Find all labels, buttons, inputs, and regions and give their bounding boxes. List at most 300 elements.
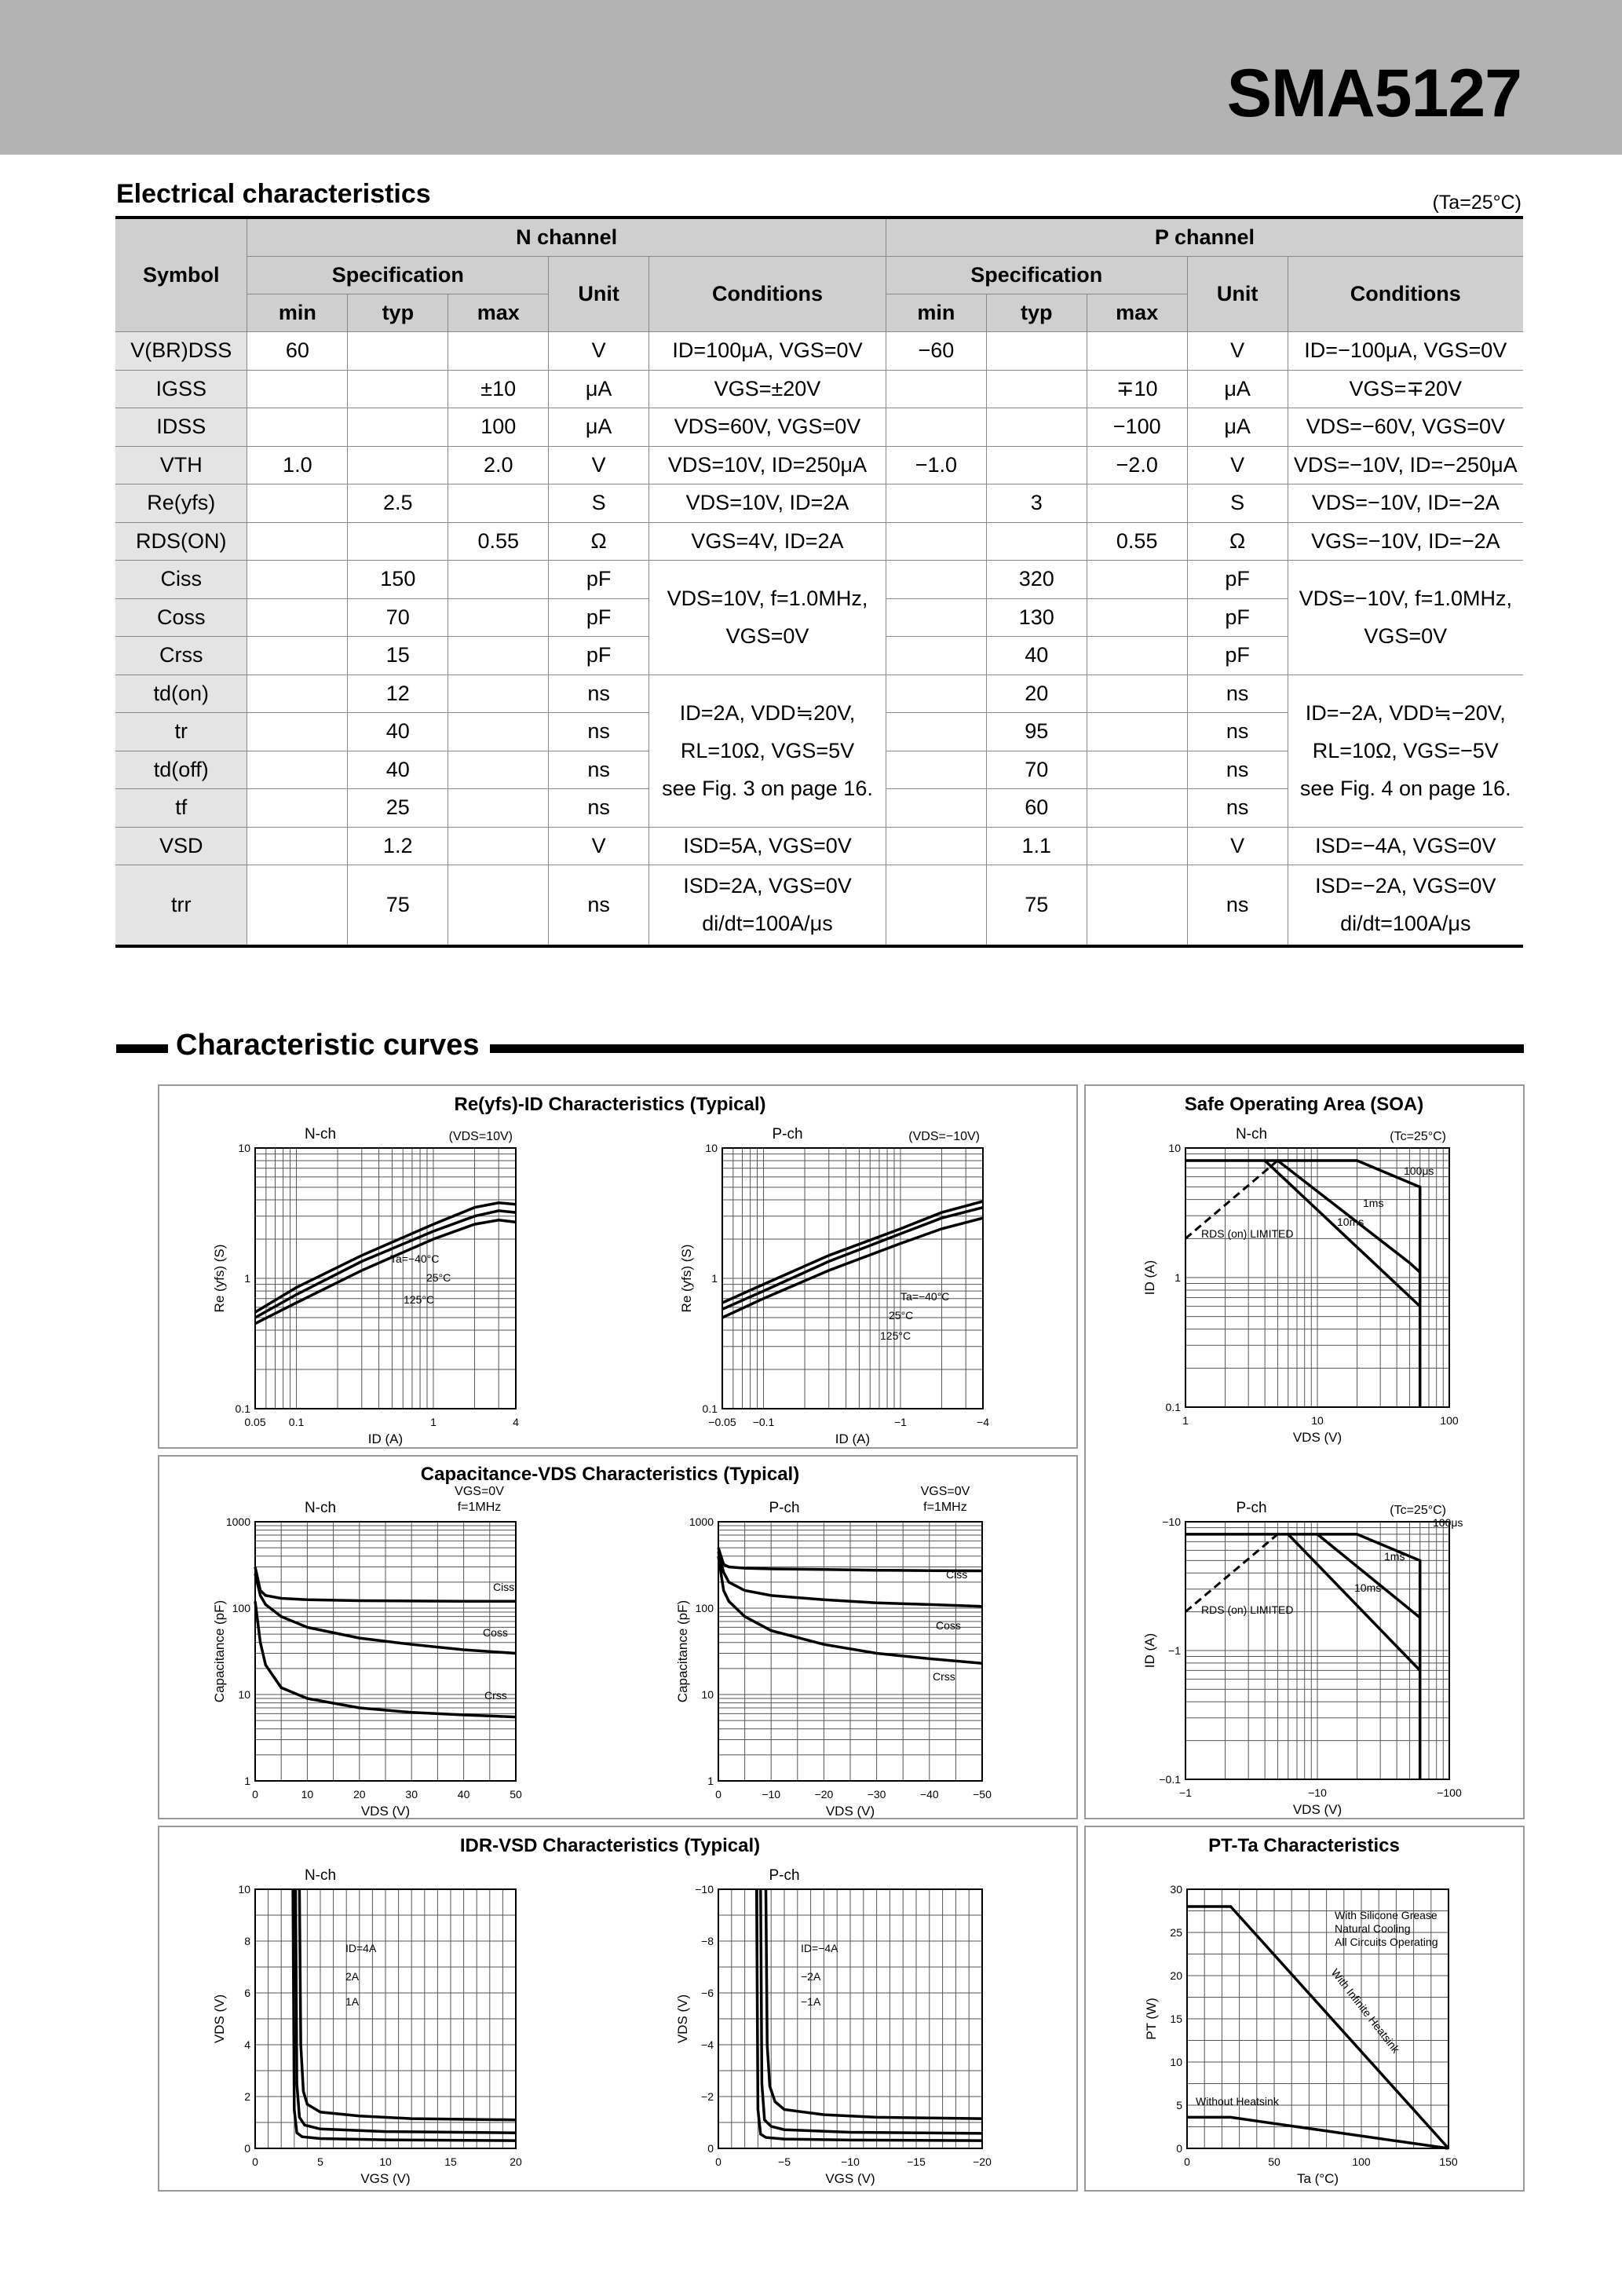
x-axis-label: VDS (V) xyxy=(360,1804,411,1819)
cell-p-typ: 3 xyxy=(986,484,1087,523)
cell-p-typ: 40 xyxy=(986,637,1087,675)
series-line xyxy=(718,1556,982,1663)
panel-soa xyxy=(1085,1085,1524,1819)
x-tick-label: 5 xyxy=(317,2155,323,2168)
hdr-p-unit: Unit xyxy=(1187,257,1288,332)
cell-n-max xyxy=(448,637,549,675)
panel-re-title: Re(yfs)-ID Characteristics (Typical) xyxy=(454,1094,766,1115)
chart-condition: (Tc=25°C) xyxy=(1390,1504,1446,1517)
chart-subtitle: N-ch xyxy=(304,1126,337,1143)
cell-p-max xyxy=(1087,332,1187,371)
cell-n-unit: V xyxy=(549,332,649,371)
cell-n-min xyxy=(247,561,348,599)
y-axis-label: VDS (V) xyxy=(212,1994,227,2044)
cell-n-conditions: VDS=10V, ID=2A xyxy=(649,484,886,523)
x-tick-label: 0.05 xyxy=(244,1416,266,1428)
cell-n-conditions: VGS=4V, ID=2A xyxy=(649,522,886,561)
cell-p-unit: V xyxy=(1187,827,1288,865)
series-line xyxy=(1185,1534,1277,1612)
series-line xyxy=(766,1889,983,2119)
cond-line: ID=2A, VDD≒20V, xyxy=(679,701,856,725)
series-line xyxy=(255,1601,516,1717)
cell-n-typ: 40 xyxy=(348,713,448,751)
cell-n-max xyxy=(448,675,549,713)
cell-n-unit: pF xyxy=(549,637,649,675)
cell-n-max xyxy=(448,332,549,371)
hdr-p-typ: typ xyxy=(986,294,1087,332)
cell-symbol: Crss xyxy=(115,637,247,675)
series-line xyxy=(1187,2117,1448,2148)
cell-n-min: 60 xyxy=(247,332,348,371)
x-tick-label: −4 xyxy=(977,1416,989,1428)
cell-p-unit: pF xyxy=(1187,637,1288,675)
heading-bar-right xyxy=(490,1044,1524,1053)
cell-symbol: td(off) xyxy=(115,751,247,789)
table-row xyxy=(115,408,1523,447)
x-tick-label: 1 xyxy=(430,1416,437,1428)
cell-p-max xyxy=(1087,751,1187,789)
y-tick-label: 10 xyxy=(1168,1142,1181,1154)
y-tick-label: 5 xyxy=(1176,2099,1182,2111)
cell-n-min xyxy=(247,713,348,751)
cell-n-unit: ns xyxy=(549,675,649,713)
cell-n-unit: ns xyxy=(549,789,649,828)
cell-n-typ: 40 xyxy=(348,751,448,789)
plot-frame xyxy=(718,1889,982,2148)
cell-p-unit: pF xyxy=(1187,598,1288,637)
cell-symbol: td(on) xyxy=(115,675,247,713)
y-tick-label: 15 xyxy=(1170,2013,1182,2025)
series-label: Without Heatsink xyxy=(1196,2095,1279,2108)
plot-frame xyxy=(718,1522,982,1781)
chart-condition: (VDS=−10V) xyxy=(908,1130,980,1143)
series-label: 100μs xyxy=(1433,1516,1463,1529)
x-tick-label: 0 xyxy=(1184,2155,1190,2168)
cell-p-max xyxy=(1087,789,1187,828)
cell-p-min xyxy=(886,370,986,408)
cell-p-typ xyxy=(986,332,1087,371)
cell-p-conditions: ISD=−4A, VGS=0V xyxy=(1288,827,1523,865)
cell-n-unit: V xyxy=(549,827,649,865)
x-tick-label: 10 xyxy=(1311,1414,1324,1427)
hdr-n-cond: Conditions xyxy=(649,257,886,332)
y-tick-label: 10 xyxy=(238,1688,250,1701)
series-label: 125°C xyxy=(404,1293,435,1306)
x-axis-label: VDS (V) xyxy=(825,1804,875,1819)
series-label: Ta=−40°C xyxy=(901,1290,950,1303)
cell-n-conditions xyxy=(649,675,886,827)
plot-frame xyxy=(1185,1148,1449,1407)
x-tick-label: 20 xyxy=(353,1788,366,1801)
series-line xyxy=(718,1548,982,1570)
x-tick-label: 0 xyxy=(715,1788,721,1801)
chart-note: Natural Cooling xyxy=(1335,1922,1411,1935)
cell-n-unit: μA xyxy=(549,370,649,408)
series-line xyxy=(1185,1161,1277,1238)
x-tick-label: −20 xyxy=(814,1788,834,1801)
y-axis-label: ID (A) xyxy=(1142,1260,1157,1296)
cell-n-min xyxy=(247,789,348,828)
cell-symbol: VSD xyxy=(115,827,247,865)
cond-line: VDS=10V, f=1.0MHz, xyxy=(667,587,868,611)
cell-symbol: VTH xyxy=(115,446,247,484)
series-label: Crss xyxy=(484,1689,507,1702)
cell-p-unit: μA xyxy=(1187,370,1288,408)
cell-n-typ: 150 xyxy=(348,561,448,599)
chart-subtitle: N-ch xyxy=(1235,1126,1268,1143)
x-tick-label: 4 xyxy=(513,1416,519,1428)
cell-p-max: ∓10 xyxy=(1087,370,1187,408)
cell-n-conditions: VGS=±20V xyxy=(649,370,886,408)
cell-p-min xyxy=(886,865,986,946)
cell-symbol: Re(yfs) xyxy=(115,484,247,523)
chart-condition: f=1MHz xyxy=(457,1501,502,1514)
chart-note: With Silicone Grease xyxy=(1335,1909,1438,1921)
cell-symbol: RDS(ON) xyxy=(115,522,247,561)
x-tick-label: −50 xyxy=(973,1788,992,1801)
cell-p-typ xyxy=(986,408,1087,447)
plot-frame xyxy=(255,1889,516,2148)
y-tick-label: 0 xyxy=(707,2142,714,2155)
cell-n-unit: μA xyxy=(549,408,649,447)
series-label: ID=−4A xyxy=(801,1942,838,1954)
cell-p-max xyxy=(1087,484,1187,523)
cell-n-conditions: VDS=60V, VGS=0V xyxy=(649,408,886,447)
table-row xyxy=(115,332,1523,371)
cell-n-conditions: ISD=5A, VGS=0V xyxy=(649,827,886,865)
cell-p-conditions xyxy=(1288,675,1523,827)
x-tick-label: −100 xyxy=(1437,1786,1462,1799)
series-line xyxy=(293,1889,516,2141)
cond-line: see Fig. 3 on page 16. xyxy=(662,777,873,800)
series-label: Crss xyxy=(933,1670,955,1683)
cell-p-max: −100 xyxy=(1087,408,1187,447)
plot-frame xyxy=(255,1522,516,1781)
series-label: 1A xyxy=(345,1995,360,2008)
y-tick-label: 1 xyxy=(1174,1271,1181,1284)
cell-p-max xyxy=(1087,675,1187,713)
x-tick-label: −30 xyxy=(867,1788,886,1801)
hdr-p-channel: P channel xyxy=(886,218,1523,257)
table-row xyxy=(115,446,1523,484)
cell-p-unit: pF xyxy=(1187,561,1288,599)
y-tick-label: 10 xyxy=(238,1883,250,1896)
x-tick-label: −0.1 xyxy=(752,1416,775,1428)
x-tick-label: 10 xyxy=(379,2155,392,2168)
cell-n-max: 100 xyxy=(448,408,549,447)
cell-p-min xyxy=(886,713,986,751)
cell-n-max xyxy=(448,484,549,523)
cell-symbol: V(BR)DSS xyxy=(115,332,247,371)
cell-p-conditions: VDS=−10V, ID=−250μA xyxy=(1288,446,1523,484)
cell-n-max xyxy=(448,827,549,865)
cell-n-unit: S xyxy=(549,484,649,523)
cell-p-min: −1.0 xyxy=(886,446,986,484)
cell-p-max: −2.0 xyxy=(1087,446,1187,484)
series-label: RDS (on) LIMITED xyxy=(1201,1603,1294,1616)
chart-condition: VGS=0V xyxy=(920,1485,970,1498)
cond-line: VDS=−10V, f=1.0MHz, xyxy=(1299,587,1512,611)
cell-p-max xyxy=(1087,713,1187,751)
y-tick-label: 30 xyxy=(1170,1883,1182,1896)
series-label: −2A xyxy=(801,1970,821,1983)
series-line xyxy=(255,1574,516,1653)
cell-p-unit: μA xyxy=(1187,408,1288,447)
cell-p-unit: S xyxy=(1187,484,1288,523)
curves-heading xyxy=(116,1027,1524,1066)
hdr-n-spec: Specification xyxy=(247,257,549,294)
chart-subtitle: N-ch xyxy=(304,1500,337,1516)
series-label: 10ms xyxy=(1337,1216,1364,1228)
cell-n-unit: Ω xyxy=(549,522,649,561)
table-row xyxy=(115,522,1523,561)
electrical-table-body xyxy=(115,332,1523,946)
hdr-n-min: min xyxy=(247,294,348,332)
cell-p-min xyxy=(886,827,986,865)
y-tick-label: 0.1 xyxy=(1165,1401,1181,1413)
cell-p-unit: V xyxy=(1187,332,1288,371)
cell-p-conditions: ID=−100μA, VGS=0V xyxy=(1288,332,1523,371)
chart-condition: VGS=0V xyxy=(455,1485,504,1498)
plot-frame xyxy=(255,1148,516,1409)
cell-p-min xyxy=(886,408,986,447)
chart-condition: (Tc=25°C) xyxy=(1390,1130,1446,1143)
chart-subtitle: P-ch xyxy=(769,1867,800,1884)
x-tick-label: 0 xyxy=(252,2155,258,2168)
cell-p-conditions xyxy=(1288,865,1523,946)
panel-idr xyxy=(159,1826,1077,2191)
cell-n-typ xyxy=(348,332,448,371)
cell-n-min xyxy=(247,675,348,713)
cell-p-unit: Ω xyxy=(1187,522,1288,561)
hdr-p-spec: Specification xyxy=(886,257,1187,294)
cell-n-min xyxy=(247,408,348,447)
series-line xyxy=(718,1552,982,1607)
plot-frame xyxy=(1187,1889,1448,2148)
series-line xyxy=(1185,1534,1420,1779)
series-line xyxy=(296,1889,517,2133)
cell-n-conditions xyxy=(649,865,886,946)
cell-p-unit: ns xyxy=(1187,751,1288,789)
cell-p-typ: 75 xyxy=(986,865,1087,946)
cell-n-unit: pF xyxy=(549,561,649,599)
y-tick-label: 1 xyxy=(711,1272,718,1285)
cell-p-min xyxy=(886,675,986,713)
y-tick-label: −1 xyxy=(1168,1644,1181,1657)
panel-re xyxy=(159,1085,1077,1448)
x-tick-label: −1 xyxy=(893,1416,907,1428)
x-axis-label: VGS (V) xyxy=(360,2171,411,2186)
cell-p-max xyxy=(1087,865,1187,946)
x-tick-label: −10 xyxy=(1308,1786,1327,1799)
x-axis-label: VDS (V) xyxy=(1292,1430,1343,1445)
series-label: 1ms xyxy=(1384,1550,1405,1563)
cell-n-unit: ns xyxy=(549,713,649,751)
cond-line: di/dt=100A/μs xyxy=(1340,912,1471,936)
cell-p-typ: 60 xyxy=(986,789,1087,828)
cond-line: RL=10Ω, VGS=−5V xyxy=(1312,739,1499,762)
y-tick-label: 1000 xyxy=(225,1515,250,1528)
x-tick-label: 20 xyxy=(510,2155,522,2168)
electrical-table xyxy=(115,216,1523,948)
series-label: Ciss xyxy=(946,1568,968,1581)
cell-p-typ xyxy=(986,522,1087,561)
cond-line: see Fig. 4 on page 16. xyxy=(1299,777,1511,800)
x-tick-label: 0 xyxy=(715,2155,721,2168)
series-line xyxy=(1277,1161,1419,1272)
x-tick-label: −10 xyxy=(841,2155,860,2168)
cell-n-typ: 70 xyxy=(348,598,448,637)
panel-pt-title: PT-Ta Characteristics xyxy=(1208,1835,1400,1856)
y-axis-label: Re (yfs) (S) xyxy=(212,1244,227,1313)
series-line xyxy=(255,1211,516,1318)
y-tick-label: 10 xyxy=(238,1142,250,1154)
y-tick-label: 10 xyxy=(705,1142,718,1154)
table-row xyxy=(115,370,1523,408)
cell-p-min xyxy=(886,637,986,675)
cell-p-typ: 70 xyxy=(986,751,1087,789)
cell-n-max xyxy=(448,713,549,751)
panel-cap-title: Capacitance-VDS Characteristics (Typical) xyxy=(420,1464,800,1485)
cell-p-typ: 95 xyxy=(986,713,1087,751)
header-bar xyxy=(0,0,1622,155)
cond-line: VGS=0V xyxy=(1364,624,1448,649)
cell-n-typ: 75 xyxy=(348,865,448,946)
cell-p-max xyxy=(1087,827,1187,865)
hdr-p-cond: Conditions xyxy=(1288,257,1523,332)
cell-n-max xyxy=(448,561,549,599)
chart-condition: (VDS=10V) xyxy=(448,1130,513,1143)
cell-n-min xyxy=(247,827,348,865)
cell-n-conditions: ID=100μA, VGS=0V xyxy=(649,332,886,371)
y-tick-label: 1 xyxy=(244,1775,250,1787)
cell-p-max xyxy=(1087,637,1187,675)
y-tick-label: 2 xyxy=(244,2090,250,2103)
electrical-title: Electrical characteristics xyxy=(116,179,431,209)
y-tick-label: 0.1 xyxy=(702,1402,718,1415)
y-tick-label: −4 xyxy=(701,2038,714,2051)
panel-cap xyxy=(159,1456,1077,1819)
chart-subtitle: P-ch xyxy=(772,1126,803,1143)
series-line xyxy=(722,1218,983,1318)
table-row xyxy=(115,675,1523,713)
series-line xyxy=(757,1889,982,2141)
cell-n-max xyxy=(448,751,549,789)
cell-p-typ xyxy=(986,446,1087,484)
cell-n-conditions: VDS=10V, ID=250μA xyxy=(649,446,886,484)
x-tick-label: −20 xyxy=(973,2155,992,2168)
cond-line: ID=−2A, VDD≒−20V, xyxy=(1305,701,1506,725)
hdr-n-unit: Unit xyxy=(549,257,649,332)
plot-frame xyxy=(1185,1522,1449,1779)
series-line xyxy=(1187,1907,1448,2148)
series-label: Coss xyxy=(483,1626,508,1639)
cell-n-conditions xyxy=(649,561,886,675)
y-tick-label: 25 xyxy=(1170,1926,1182,1939)
cell-p-min xyxy=(886,522,986,561)
x-tick-label: 10 xyxy=(301,1788,314,1801)
cell-n-max: ±10 xyxy=(448,370,549,408)
x-tick-label: −1 xyxy=(1179,1786,1192,1799)
y-axis-label: VDS (V) xyxy=(675,1994,690,2044)
y-tick-label: 10 xyxy=(701,1688,714,1701)
y-tick-label: 6 xyxy=(244,1987,250,1999)
series-label: 2A xyxy=(345,1970,360,1983)
cell-symbol: Coss xyxy=(115,598,247,637)
cell-p-min xyxy=(886,751,986,789)
series-line xyxy=(255,1203,516,1312)
cond-line: RL=10Ω, VGS=5V xyxy=(680,739,855,762)
cell-n-min: 1.0 xyxy=(247,446,348,484)
cell-n-min xyxy=(247,865,348,946)
y-tick-label: 10 xyxy=(1170,2056,1182,2068)
y-tick-label: 4 xyxy=(244,2038,250,2051)
y-tick-label: −10 xyxy=(1162,1515,1181,1528)
cell-n-typ: 1.2 xyxy=(348,827,448,865)
series-line xyxy=(722,1208,983,1310)
y-tick-label: 100 xyxy=(232,1602,250,1614)
x-tick-label: 0.1 xyxy=(288,1416,305,1428)
cell-p-conditions: VDS=−60V, VGS=0V xyxy=(1288,408,1523,447)
panel-idr-title: IDR-VSD Characteristics (Typical) xyxy=(459,1835,761,1856)
series-line xyxy=(761,1889,982,2133)
hdr-n-channel: N channel xyxy=(247,218,886,257)
heading-bar-left xyxy=(116,1044,168,1053)
cond-line: VGS=0V xyxy=(725,624,809,649)
cell-p-unit: ns xyxy=(1187,865,1288,946)
series-label: ID=4A xyxy=(345,1942,377,1954)
cell-p-min xyxy=(886,789,986,828)
x-tick-label: 50 xyxy=(1268,2155,1280,2168)
cell-p-min xyxy=(886,484,986,523)
cell-n-typ xyxy=(348,408,448,447)
cond-line: di/dt=100A/μs xyxy=(702,912,833,936)
cell-n-max xyxy=(448,865,549,946)
table-row xyxy=(115,484,1523,523)
x-tick-label: 50 xyxy=(510,1788,522,1801)
series-label: 125°C xyxy=(880,1329,911,1342)
chart-subtitle: P-ch xyxy=(769,1500,800,1516)
x-tick-label: −40 xyxy=(919,1788,939,1801)
x-tick-label: 100 xyxy=(1352,2155,1371,2168)
cell-p-unit: ns xyxy=(1187,713,1288,751)
chart-subtitle: P-ch xyxy=(1236,1500,1267,1516)
y-tick-label: −2 xyxy=(701,2090,714,2103)
series-label: 25°C xyxy=(889,1309,914,1322)
cell-n-min xyxy=(247,637,348,675)
cell-n-min xyxy=(247,522,348,561)
series-label: Coss xyxy=(936,1619,961,1632)
x-tick-label: −15 xyxy=(907,2155,926,2168)
x-tick-label: 15 xyxy=(444,2155,457,2168)
cell-p-min xyxy=(886,561,986,599)
cell-n-min xyxy=(247,598,348,637)
x-tick-label: 0 xyxy=(252,1788,258,1801)
table-row xyxy=(115,561,1523,599)
chart-note: All Circuits Operating xyxy=(1335,1936,1438,1948)
cell-n-typ xyxy=(348,370,448,408)
y-axis-label: Re (yfs) (S) xyxy=(679,1244,694,1313)
chart-condition: f=1MHz xyxy=(923,1501,967,1514)
cell-p-unit: ns xyxy=(1187,675,1288,713)
series-label: 10ms xyxy=(1354,1581,1382,1594)
x-tick-label: 100 xyxy=(1440,1414,1459,1427)
series-line xyxy=(1265,1161,1420,1307)
plot-frame xyxy=(722,1148,983,1409)
series-label: −1A xyxy=(801,1995,821,2008)
cell-p-max: 0.55 xyxy=(1087,522,1187,561)
y-axis-label: Capacitance (pF) xyxy=(675,1600,690,1703)
